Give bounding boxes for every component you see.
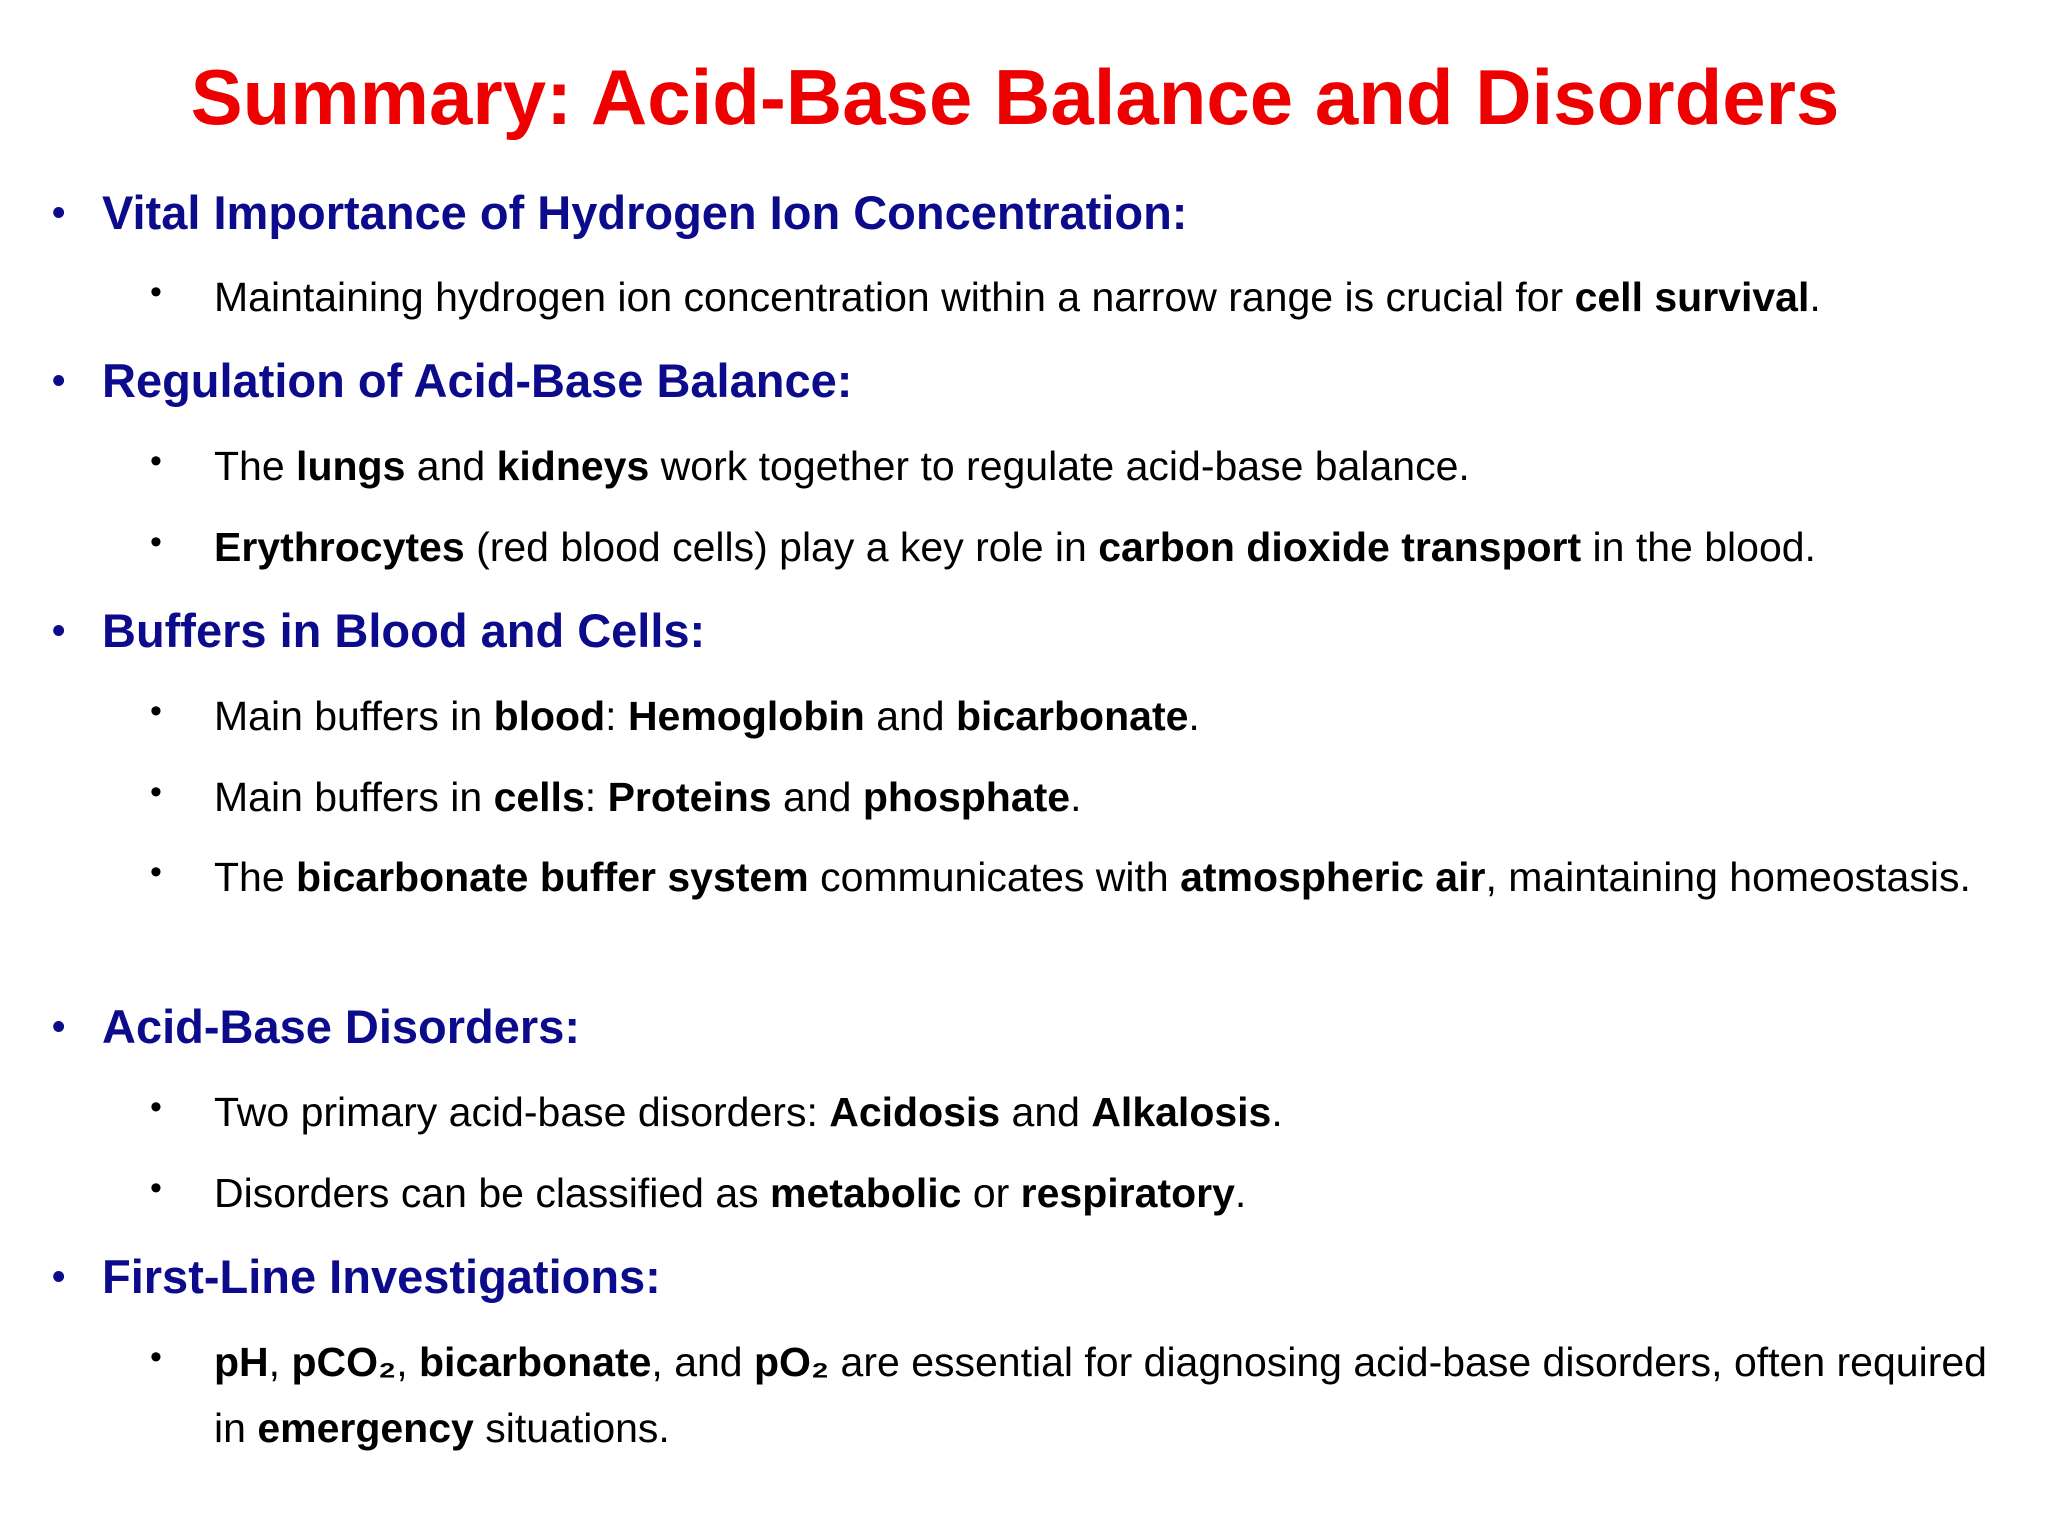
emphasis-text: kidneys xyxy=(496,443,650,489)
bullet-icon: • xyxy=(150,1088,162,1126)
text-run: are essential for diagnosing acid-base disorders, often required in xyxy=(214,1339,1987,1451)
emphasis-text: Hemoglobin xyxy=(627,693,865,739)
text-run: . xyxy=(1234,1170,1247,1216)
list-item-text xyxy=(214,764,2014,830)
emphasis-text: respiratory xyxy=(1020,1170,1235,1216)
text-run: Main buffers in xyxy=(214,693,494,739)
bullet-icon: • xyxy=(150,1169,162,1207)
text-run: and xyxy=(1000,1089,1092,1135)
emphasis-text: Alkalosis xyxy=(1091,1089,1272,1135)
text-run: in the blood. xyxy=(1581,524,1816,570)
list-item-text xyxy=(214,264,2014,330)
bullet-icon: • xyxy=(52,1256,66,1298)
text-run: Disorders can be classified as xyxy=(214,1170,771,1216)
text-run: , maintaining homeostasis. xyxy=(1485,854,1971,900)
emphasis-text: lungs xyxy=(296,443,406,489)
text-run: , and xyxy=(651,1339,754,1385)
text-run: The xyxy=(214,854,297,900)
list-item-text xyxy=(214,1079,2014,1145)
text-run: Maintaining hydrogen ion concentration within a narrow range is crucial for xyxy=(214,274,1575,320)
emphasis-text: pO₂ xyxy=(754,1339,830,1385)
text-run: or xyxy=(961,1170,1021,1216)
text-run: : xyxy=(605,693,628,739)
text-run: situations. xyxy=(473,1405,670,1451)
emphasis-text: bicarbonate xyxy=(956,693,1189,739)
text-run: , xyxy=(396,1339,420,1385)
text-run: and xyxy=(771,774,863,820)
text-run: . xyxy=(1188,693,1200,739)
bullet-icon: • xyxy=(150,853,162,891)
slide-title: Summary: Acid-Base Balance and Disorders xyxy=(190,53,1840,141)
emphasis-text: cell survival xyxy=(1574,274,1810,320)
text-run: Main buffers in xyxy=(214,774,494,820)
list-item-text xyxy=(214,683,2014,749)
emphasis-text: atmospheric air xyxy=(1180,854,1486,900)
text-run: . xyxy=(1271,1089,1283,1135)
emphasis-text: metabolic xyxy=(770,1170,962,1216)
emphasis-text: pCO₂ xyxy=(291,1339,397,1385)
bullet-icon: • xyxy=(52,1006,66,1048)
section-heading-text: Regulation of Acid-Base Balance: xyxy=(102,354,853,407)
text-run: . xyxy=(1070,774,1082,820)
emphasis-text: bicarbonate xyxy=(419,1339,652,1385)
emphasis-text: pH xyxy=(214,1339,269,1385)
text-run: , xyxy=(268,1339,292,1385)
bullet-icon: • xyxy=(150,1338,162,1376)
emphasis-text: carbon dioxide transport xyxy=(1098,524,1582,570)
emphasis-text: cells xyxy=(493,774,585,820)
text-run: Two primary acid-base disorders: xyxy=(214,1089,830,1135)
text-run: : xyxy=(584,774,608,820)
list-item-text xyxy=(214,1329,2014,1461)
list-item-text xyxy=(214,433,2014,499)
bullet-icon: • xyxy=(150,523,162,561)
emphasis-text: Proteins xyxy=(607,774,772,820)
text-run: The xyxy=(214,443,297,489)
emphasis-text: Acidosis xyxy=(829,1089,1001,1135)
emphasis-text: phosphate xyxy=(862,774,1071,820)
bullet-icon: • xyxy=(150,273,162,311)
list-item-text xyxy=(214,514,2014,580)
text-run: and xyxy=(405,443,497,489)
bullet-icon: • xyxy=(150,692,162,730)
section-heading-text: First-Line Investigations: xyxy=(102,1250,661,1303)
section-heading-text: Vital Importance of Hydrogen Ion Concentration: xyxy=(102,186,1188,239)
bullet-icon: • xyxy=(150,773,162,811)
section-heading-text: Buffers in Blood and Cells: xyxy=(102,604,706,657)
bullet-icon: • xyxy=(150,442,162,480)
emphasis-text: emergency xyxy=(257,1405,474,1451)
text-run: work together to regulate acid-base balance. xyxy=(649,443,1470,489)
text-run: . xyxy=(1809,274,1821,320)
text-run: and xyxy=(864,693,957,739)
list-item-text xyxy=(214,1160,2014,1226)
emphasis-text: Erythrocytes xyxy=(214,524,465,570)
list-item-text xyxy=(214,844,2014,910)
emphasis-text: bicarbonate buffer system xyxy=(296,854,809,900)
emphasis-text: blood xyxy=(493,693,606,739)
bullet-icon: • xyxy=(52,360,66,402)
bullet-icon: • xyxy=(52,192,66,234)
text-run: (red blood cells) play a key role in xyxy=(464,524,1099,570)
bullet-icon: • xyxy=(52,610,66,652)
text-run: communicates with xyxy=(808,854,1181,900)
section-heading-text: Acid-Base Disorders: xyxy=(102,1000,580,1053)
